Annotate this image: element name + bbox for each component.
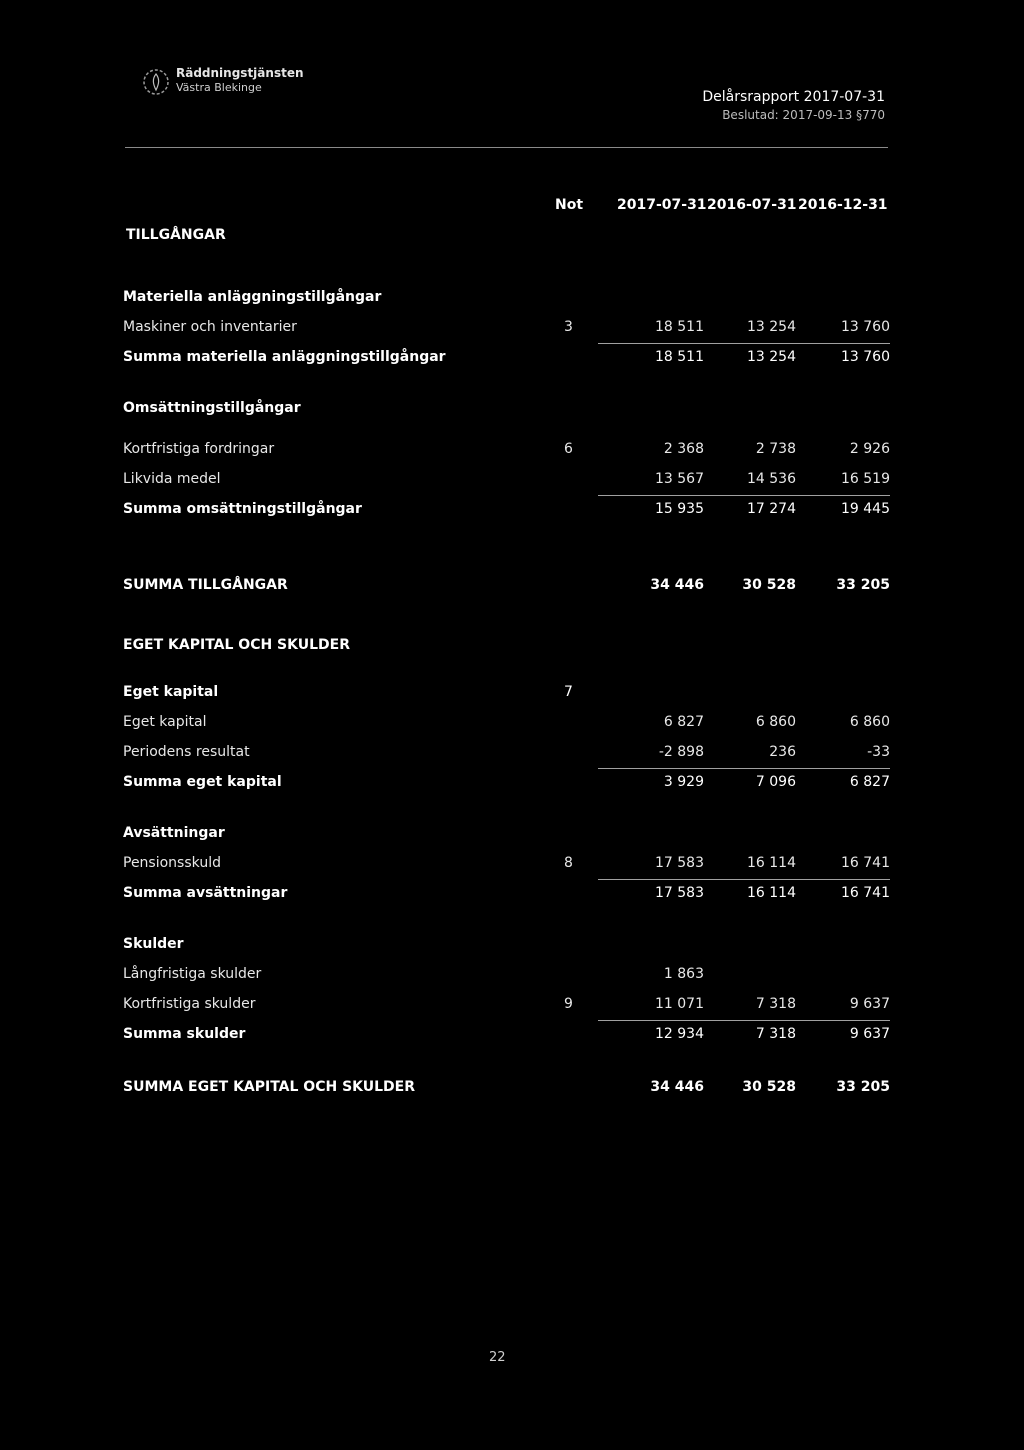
row-value-2016-12-31: 2 926 [849,441,890,457]
table-row [0,684,1024,706]
row-value-2017-07-31: 3 929 [663,774,704,790]
subtotal-rule [598,1020,890,1021]
header-divider [125,147,888,148]
table-row [0,1026,1024,1048]
column-header-2016-07-31: 2016-07-31 [707,197,797,213]
row-label: Avsättningar [123,825,225,841]
row-label: Kortfristiga skulder [123,996,256,1012]
table-row [0,744,1024,766]
row-label: Skulder [123,936,184,952]
row-label: Periodens resultat [123,744,250,760]
table-row [0,319,1024,341]
row-note: 8 [564,855,573,871]
row-value-2016-12-31: 19 445 [841,501,890,517]
row-value-2016-07-31: 30 528 [742,577,796,593]
row-label: Pensionsskuld [123,855,221,871]
report-title: Delårsrapport 2017-07-31 [702,89,885,105]
row-label: Summa materiella anläggningstillgångar [123,349,446,365]
row-value-2016-07-31: 6 860 [755,714,796,730]
row-value-2016-07-31: 13 254 [747,319,796,335]
table-row [0,936,1024,958]
section-heading-tillgangar: TILLGÅNGAR [126,227,226,243]
row-label: Maskiner och inventarier [123,319,297,335]
row-value-2017-07-31: 1 863 [663,966,704,982]
subtotal-rule [598,495,890,496]
page-number: 22 [489,1350,506,1365]
row-value-2017-07-31: 18 511 [655,319,704,335]
column-header-2016-12-31: 2016-12-31 [798,197,888,213]
row-value-2016-07-31: 17 274 [747,501,796,517]
row-note: 9 [564,996,573,1012]
table-row [0,885,1024,907]
table-row [0,441,1024,463]
row-label: Summa skulder [123,1026,246,1042]
row-label: Långfristiga skulder [123,966,262,982]
subtotal-rule [598,768,890,769]
row-label: Materiella anläggningstillgångar [123,289,382,305]
row-label: Likvida medel [123,471,221,487]
row-label: Summa omsättningstillgångar [123,501,362,517]
row-label: Eget kapital [123,684,219,700]
row-value-2016-07-31: 7 318 [755,1026,796,1042]
column-header-not: Not [555,197,584,213]
row-value-2017-07-31: 18 511 [655,349,704,365]
row-value-2016-12-31: 6 860 [849,714,890,730]
row-value-2017-07-31: 2 368 [663,441,704,457]
row-value-2016-12-31: 16 741 [841,885,890,901]
row-value-2016-07-31: 30 528 [742,1079,796,1095]
row-label: EGET KAPITAL OCH SKULDER [123,637,350,653]
organization-subtitle: Västra Blekinge [176,81,262,94]
row-value-2017-07-31: 17 583 [655,855,704,871]
row-value-2017-07-31: 17 583 [655,885,704,901]
row-label: Omsättningstillgångar [123,400,301,416]
row-label: SUMMA EGET KAPITAL OCH SKULDER [123,1079,416,1095]
row-value-2016-12-31: -33 [867,744,890,760]
row-value-2016-12-31: 9 637 [849,1026,890,1042]
row-label: Eget kapital [123,714,207,730]
table-row [0,501,1024,523]
row-value-2016-12-31: 16 741 [841,855,890,871]
row-value-2016-12-31: 33 205 [836,1079,890,1095]
row-value-2017-07-31: 12 934 [655,1026,704,1042]
subtotal-rule [598,343,890,344]
row-value-2016-07-31: 16 114 [747,855,796,871]
row-value-2016-07-31: 236 [769,744,796,760]
row-note: 7 [564,684,573,700]
row-value-2016-07-31: 2 738 [755,441,796,457]
row-value-2017-07-31: 15 935 [655,501,704,517]
row-value-2016-12-31: 13 760 [841,349,890,365]
table-row [0,966,1024,988]
table-row [0,825,1024,847]
row-value-2016-07-31: 14 536 [747,471,796,487]
row-value-2016-07-31: 16 114 [747,885,796,901]
table-row [0,349,1024,371]
row-label: Summa eget kapital [123,774,282,790]
row-value-2017-07-31: 13 567 [655,471,704,487]
table-row [0,471,1024,493]
table-row [0,774,1024,796]
row-value-2017-07-31: 34 446 [650,1079,704,1095]
row-value-2016-07-31: 7 096 [755,774,796,790]
row-value-2017-07-31: 6 827 [663,714,704,730]
row-value-2016-07-31: 13 254 [747,349,796,365]
row-value-2016-12-31: 33 205 [836,577,890,593]
row-label: SUMMA TILLGÅNGAR [123,577,288,593]
table-row [0,996,1024,1018]
row-value-2016-07-31: 7 318 [755,996,796,1012]
table-row [0,714,1024,736]
row-value-2017-07-31: 34 446 [650,577,704,593]
subtotal-rule [598,879,890,880]
section-heading-equity-liabilities [0,637,1024,659]
table-row [0,855,1024,877]
report-decision-date: Beslutad: 2017-09-13 §770 [722,108,885,122]
column-header-2017-07-31: 2017-07-31 [617,197,707,213]
row-value-2016-12-31: 16 519 [841,471,890,487]
table-row [0,400,1024,422]
row-label: Summa avsättningar [123,885,288,901]
row-value-2016-12-31: 9 637 [849,996,890,1012]
row-note: 3 [564,319,573,335]
row-note: 6 [564,441,573,457]
table-row-total-equity-liabilities [0,1079,1024,1101]
table-row-total-assets [0,577,1024,599]
row-label: Kortfristiga fordringar [123,441,275,457]
row-value-2016-12-31: 6 827 [849,774,890,790]
organization-logo-icon [140,66,172,98]
table-row [0,289,1024,311]
organization-name: Räddningstjänsten [176,66,304,80]
row-value-2017-07-31: -2 898 [658,744,704,760]
row-value-2017-07-31: 11 071 [655,996,704,1012]
row-value-2016-12-31: 13 760 [841,319,890,335]
